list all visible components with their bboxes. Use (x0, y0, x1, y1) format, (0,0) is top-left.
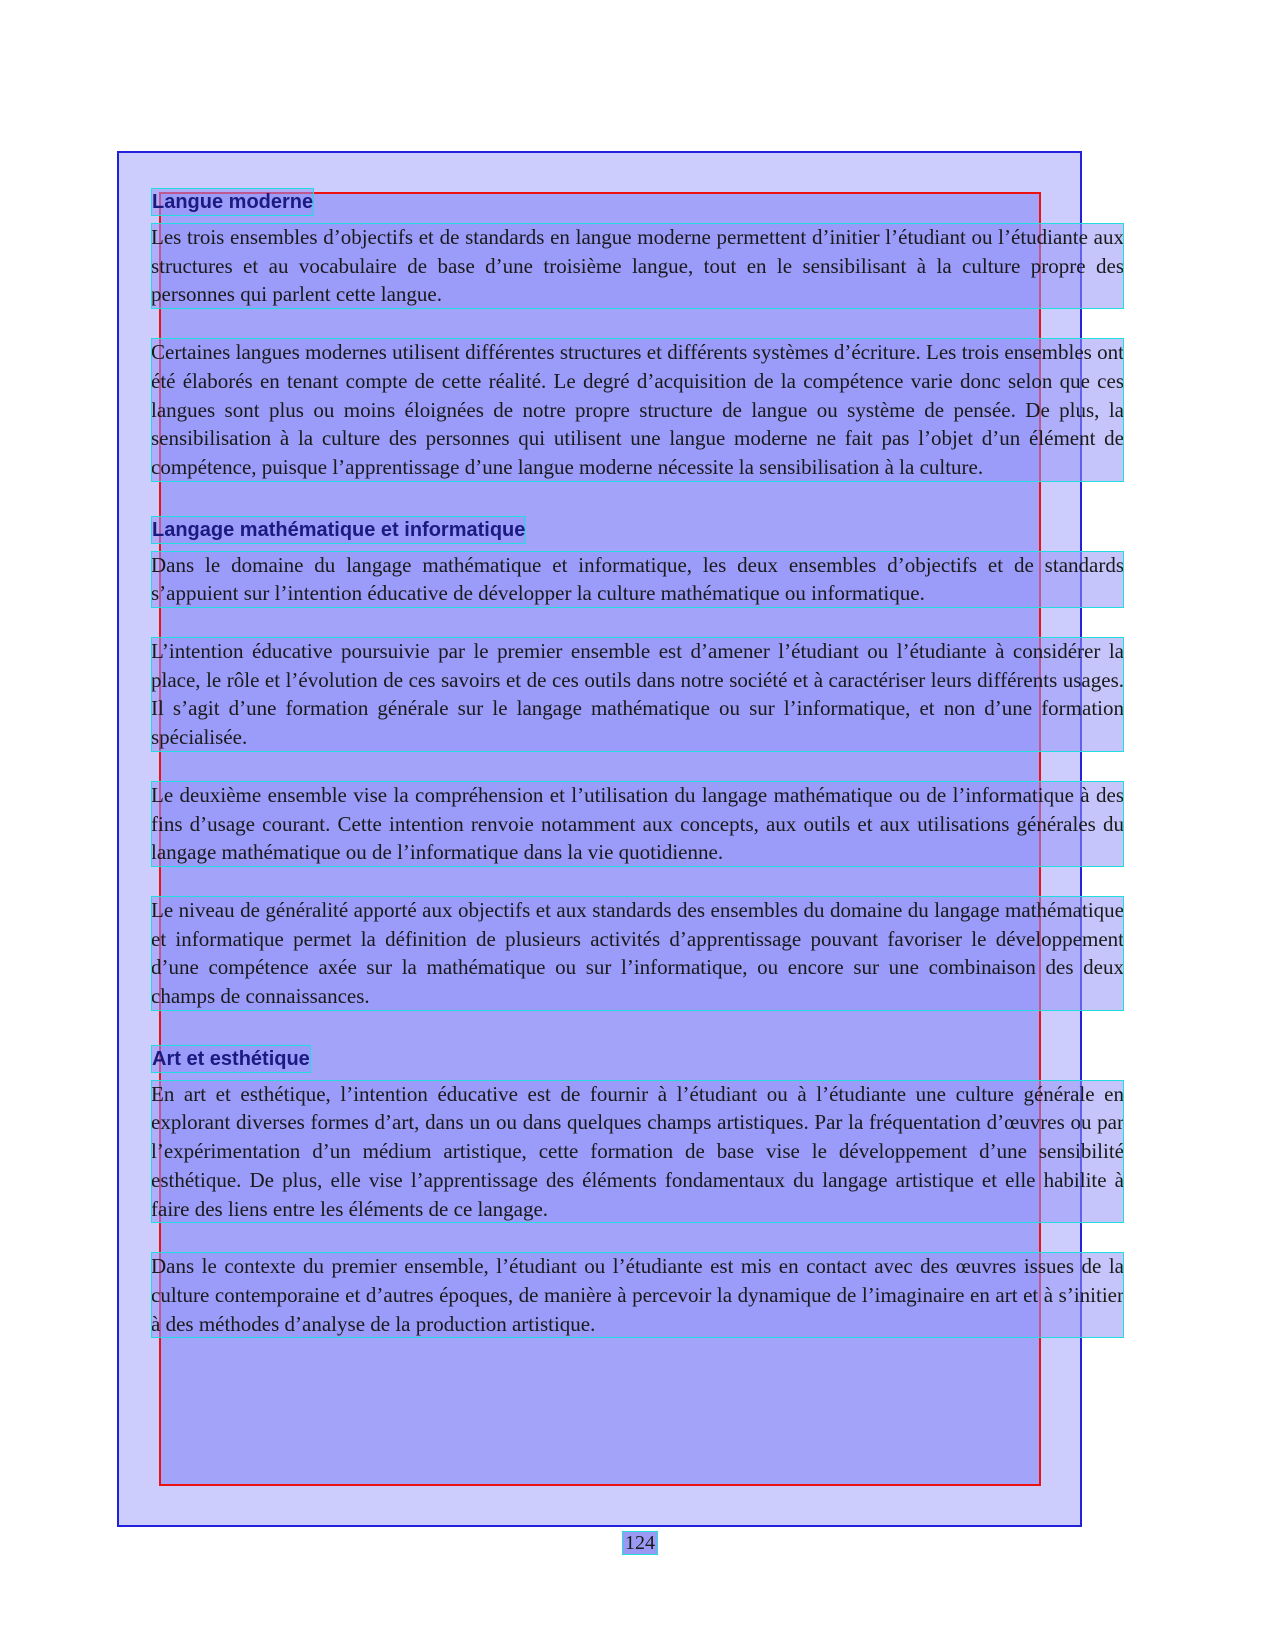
paragraph: Le deuxième ensemble vise la compréhension et l’utilisation du langage mathématique ou de l’informatique à des fins d’usage courant. Cette intention renvoie notamment aux concepts, aux outils et aux utilisations générales du langage mathématique ou de l’informatique dans la vie quotidienne. (151, 781, 1124, 867)
paragraph: L’intention éducative poursuivie par le premier ensemble est d’amener l’étudiant ou l’étudiante à considérer la place, le rôle et l’évolution de ces savoirs et de ces outils dans notre société et à caractériser leurs différents usages. Il s’agit d’une formation générale sur le langage mathématique ou sur l’informatique, et non d’une formation spécialisée. (151, 637, 1124, 752)
page-content (151, 188, 1124, 1367)
paragraph: Certaines langues modernes utilisent différentes structures et différents systèmes d’écriture. Les trois ensembles ont été élaborés en tenant compte de cette réalité. Le degré d’acquisition de la compétence varie donc selon que ces langues sont plus ou moins éloignées de notre propre structure de langue ou système de pensée. De plus, la sensibilisation à la culture des personnes qui utilisent une langue moderne ne fait pas l’objet d’un élément de compétence, puisque l’apprentissage d’une langue moderne nécessite la sensibilisation à la culture. (151, 338, 1124, 482)
section-art-esthetique (151, 1045, 1124, 1339)
page-number: 124 (625, 1532, 655, 1554)
paragraph: En art et esthétique, l’intention éducative est de fournir à l’étudiant ou à l’étudiante une culture générale en explorant diverses formes d’art, dans un ou dans quelques champs artistiques. Par la fréquentation d’œuvres ou par l’expérimentation d’un médium artistique, cette formation de base vise le développement d’une sensibilité esthétique. De plus, elle vise l’apprentissage des éléments fondamentaux du langage artistique et elle habilite à faire des liens entre les éléments de ce langage. (151, 1080, 1124, 1224)
section-heading: Art et esthétique (151, 1045, 311, 1073)
paragraph: Dans le domaine du langage mathématique et informatique, les deux ensembles d’objectifs et de standards s’appuient sur l’intention éducative de développer la culture mathématique ou informatique. (151, 551, 1124, 608)
paragraph: Le niveau de généralité apporté aux objectifs et aux standards des ensembles du domaine du langage mathématique et informatique permet la définition de plusieurs activités d’apprentissage pouvant favoriser le développement d’une compétence axée sur la mathématique ou sur l’informatique, ou encore sur une combinaison des deux champs de connaissances. (151, 896, 1124, 1011)
section-heading: Langage mathématique et informatique (151, 516, 526, 544)
paragraph: Dans le contexte du premier ensemble, l’étudiant ou l’étudiante est mis en contact avec des œuvres issues de la culture contemporaine et d’autres époques, de manière à percevoir la dynamique de l’imaginaire en art et à s’initier à des méthodes d’analyse de la production artistique. (151, 1252, 1124, 1338)
section-heading: Langue moderne (151, 188, 314, 216)
section-langage-mathematique (151, 516, 1124, 1011)
paragraph: Les trois ensembles d’objectifs et de standards en langue moderne permettent d’initier l’étudiant ou l’étudiante aux structures et au vocabulaire de base d’une troisième langue, tout en le sensibilisant à la culture propre des personnes qui parlent cette langue. (151, 223, 1124, 309)
section-langue-moderne (151, 188, 1124, 482)
